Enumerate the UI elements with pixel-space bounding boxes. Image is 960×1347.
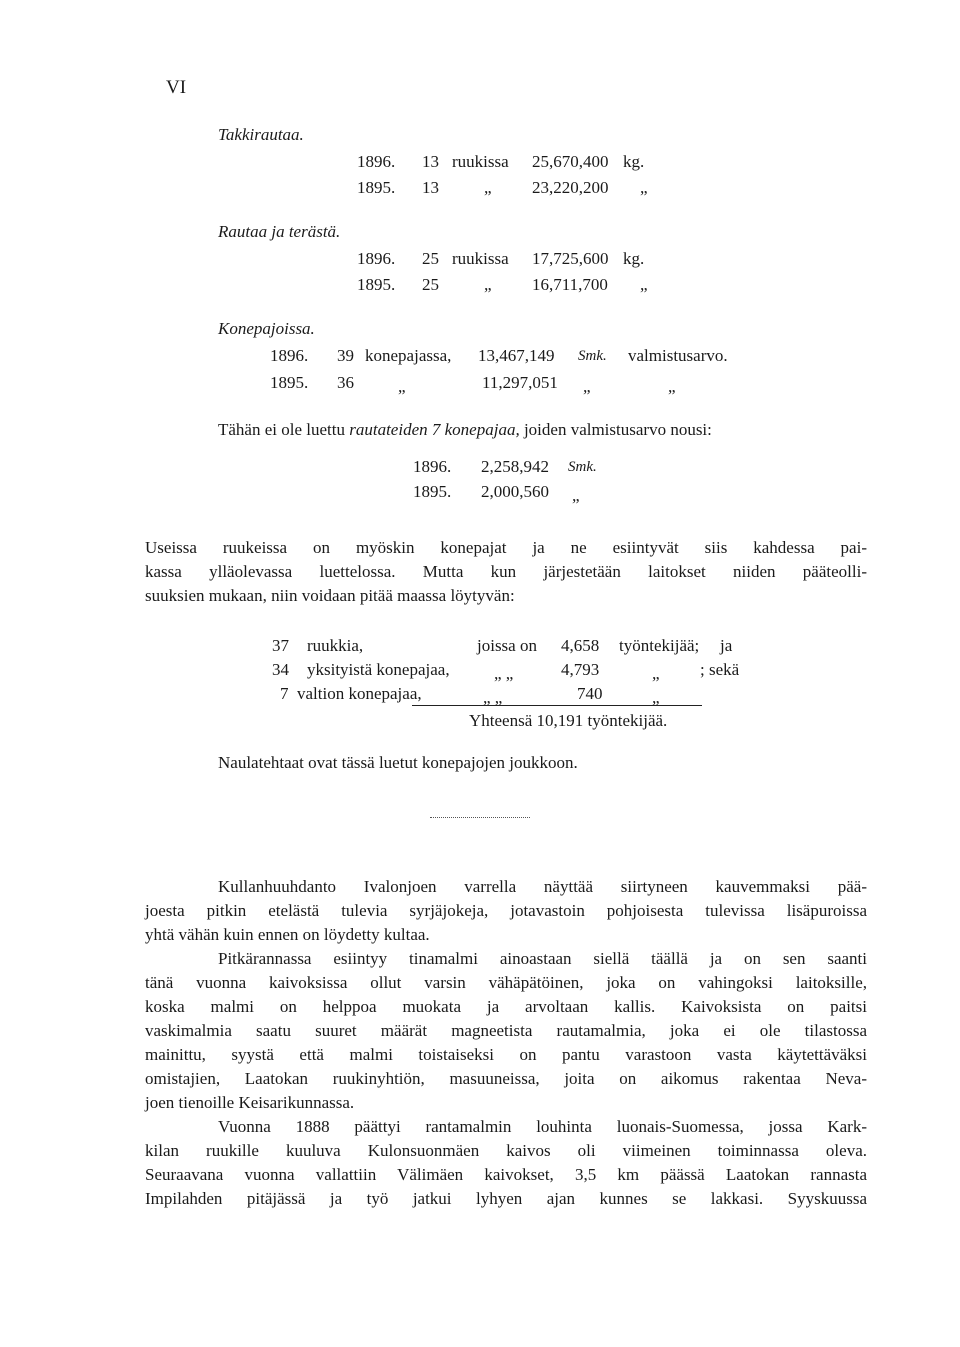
section-divider xyxy=(430,817,530,818)
count: 36 xyxy=(337,373,354,392)
year: 1895. xyxy=(357,275,396,294)
unit: „ xyxy=(572,486,580,505)
mid: joissa on xyxy=(477,636,537,655)
year: 1896. xyxy=(270,346,309,365)
currency-mark: Smk. xyxy=(578,348,607,364)
label: ruukkia, xyxy=(307,636,364,655)
value: 23,220,200 xyxy=(532,178,609,197)
value: 25,670,400 xyxy=(532,152,609,171)
unit: „ xyxy=(640,275,648,294)
paragraph-line: Impilahden pitäjässä ja työ jatkui lyhyen ajan kunnes se lakkasi. Syyskuussa xyxy=(145,1189,867,1208)
tail: ; sekä xyxy=(700,660,740,679)
mid: „ „ xyxy=(483,688,503,707)
paragraph-line: Useissa ruukeissa on myöskin konepajat ja ne esiintyvät siis kahdessa pai- xyxy=(145,538,867,557)
label: ruukissa xyxy=(452,152,509,171)
sum-rule xyxy=(412,705,702,706)
paragraph-line: koska malmi on helppoa muokata ja arvoltaan kallis. Kaivoksista on paitsi xyxy=(145,997,867,1016)
paragraph-line: Seuraavana vuonna vallattiin Välimäen kaivokset, 3,5 km päässä Laatokan rannasta xyxy=(145,1165,867,1184)
italic-term: konepajaa, xyxy=(444,420,520,439)
paragraph-line: kilan ruukille kuuluva Kulonsuonmäen kaivos oli viimeinen toiminnassa oleva. xyxy=(145,1141,867,1160)
value: 2,000,560 xyxy=(481,482,549,501)
workers-total: Yhteensä 10,191 työntekijää. xyxy=(469,711,668,730)
unit: „ xyxy=(583,377,591,396)
value: 16,711,700 xyxy=(532,275,608,294)
mid: „ „ xyxy=(494,664,514,683)
count: 34 xyxy=(272,660,289,679)
unit: kg. xyxy=(623,249,645,268)
unit: kg. xyxy=(623,152,645,171)
unit: työntekijää; xyxy=(619,636,700,655)
paragraph-line: Vuonna 1888 päättyi rantamalmin louhinta luonais-Suomessa, jossa Kark- xyxy=(218,1117,867,1136)
page-number: VI xyxy=(166,77,187,98)
number: 7 xyxy=(431,420,441,439)
label: „ xyxy=(484,275,492,294)
paragraph-line: joesta pitkin etelästä tulevia syrjäjokeja, jotavastoin pohjoisesta tulevissa lisäpuroissa xyxy=(145,901,867,920)
unit: „ xyxy=(652,688,660,707)
paragraph-line: Kullanhuuhdanto Ivalonjoen varrella näyttää siirtyneen kauvemmaksi pää- xyxy=(218,877,867,896)
paragraph-line: tänä vuonna kaivoksissa ollut varsin vähäpätöinen, joka on vahingoksi laitoksille, xyxy=(145,973,867,992)
year: 1895. xyxy=(413,482,452,501)
rautatiet-sentence xyxy=(218,420,712,440)
section-heading-konepajat: Konepajoissa. xyxy=(218,319,315,338)
tail: ja xyxy=(720,636,733,655)
count: 7 xyxy=(280,684,289,703)
year: 1896. xyxy=(413,457,452,476)
label: konepajassa, xyxy=(365,346,452,365)
unit: „ xyxy=(640,178,648,197)
label: yksityistä konepajaa, xyxy=(307,660,450,679)
text-before: Tähän ei ole luettu xyxy=(218,420,345,439)
year: 1896. xyxy=(357,152,396,171)
paragraph-line: mainittu, syystä että malmi toistaiseksi on pantu varastoon vasta käytettäväksi xyxy=(145,1045,867,1064)
value: 2,258,942 xyxy=(481,457,549,476)
label: „ xyxy=(398,377,406,396)
value: 4,793 xyxy=(561,660,600,679)
count: 25 xyxy=(422,275,439,294)
paragraph-line: omistajien, Laatokan ruukinyhtiön, masuuneissa, joita on aikomus rakentaa Neva- xyxy=(145,1069,867,1088)
value: 13,467,149 xyxy=(478,346,555,365)
year: 1895. xyxy=(357,178,396,197)
section-heading-takkirauta: Takkirautaa. xyxy=(218,125,304,144)
paragraph-line: vaskimalmia saatu suuret määrät magneetista rautamalmia, joka ei ole tilastossa xyxy=(145,1021,867,1040)
value: 4,658 xyxy=(561,636,600,655)
naulat-note: Naulatehtaat ovat tässä luetut konepajojen joukkoon. xyxy=(218,753,578,772)
count: 13 xyxy=(422,178,439,197)
text-after: joiden valmistusarvo nousi: xyxy=(523,420,712,439)
value: 11,297,051 xyxy=(482,373,558,392)
unit: „ xyxy=(652,664,660,683)
count: 13 xyxy=(422,152,439,171)
note: valmistusarvo. xyxy=(628,346,728,365)
paragraph-line: Pitkärannassa esiintyy tinamalmi ainoastaan siellä täällä ja on sen saanti xyxy=(218,949,867,968)
paragraph-line: kassa ylläolevassa luettelossa. Mutta kun järjestetään laitokset niiden pääteolli- xyxy=(145,562,867,581)
paragraph-line: suuksien mukaan, niin voidaan pitää maassa löytyvän: xyxy=(145,586,515,605)
section-heading-rauta: Rautaa ja terästä. xyxy=(218,222,341,241)
count: 25 xyxy=(422,249,439,268)
paragraph-line: joen tienoille Keisarikunnassa. xyxy=(145,1093,355,1112)
year: 1895. xyxy=(270,373,309,392)
label: „ xyxy=(484,178,492,197)
count: 39 xyxy=(337,346,354,365)
count: 37 xyxy=(272,636,289,655)
note: „ xyxy=(668,377,676,396)
paragraph-line: yhtä vähän kuin ennen on löydetty kultaa. xyxy=(145,925,430,944)
label: ruukissa xyxy=(452,249,509,268)
value: 740 xyxy=(577,684,603,703)
italic-term: rautateiden xyxy=(349,420,428,439)
label: valtion konepajaa, xyxy=(297,684,422,703)
currency-mark: Smk. xyxy=(568,459,597,475)
year: 1896. xyxy=(357,249,396,268)
value: 17,725,600 xyxy=(532,249,609,268)
